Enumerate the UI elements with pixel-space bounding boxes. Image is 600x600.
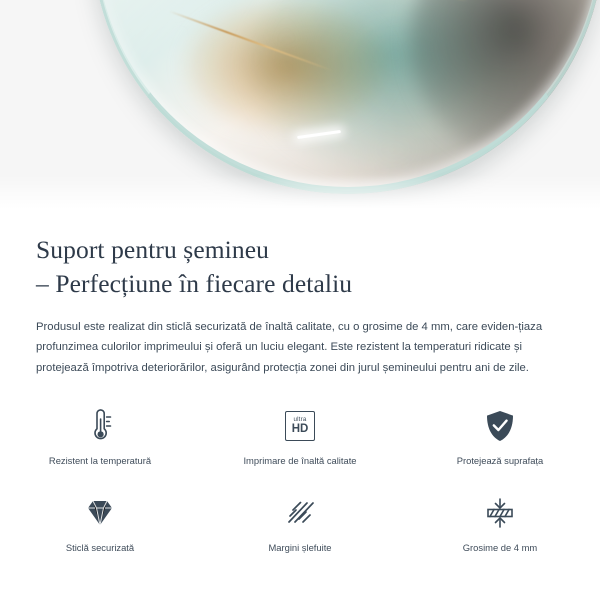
diamond-icon — [82, 491, 118, 535]
feature-grid — [0, 398, 600, 572]
page-title-line-2: – Perfecțiune în fiecare detaliu — [36, 268, 353, 298]
feature-item-thickness — [400, 485, 600, 572]
hero-bottom-fade — [0, 175, 600, 215]
feature-caption: Sticlă securizată — [65, 542, 135, 553]
feature-item-temperature-resistant — [0, 398, 200, 485]
thermometer-icon — [82, 404, 118, 448]
page-title-line-1: Suport pentru șemineu — [36, 235, 269, 264]
feature-item-polished-edges — [200, 485, 400, 572]
feature-caption: Grosime de 4 mm — [462, 542, 538, 553]
ultra-hd-icon-bottom-label: HD — [291, 422, 309, 435]
feature-item-tempered-glass — [0, 485, 200, 572]
feature-item-print-quality — [200, 398, 400, 485]
feature-caption: Rezistent la temperatură — [48, 455, 152, 466]
ultra-hd-icon — [285, 404, 315, 448]
shield-check-icon — [483, 404, 517, 448]
feature-item-surface-protection — [400, 398, 600, 485]
description-paragraph: Produsul este realizat din sticlă securizată de înaltă calitate, cu o grosime de 4 mm, care eviden-țiaza profunzimea culorilor imprimeului și oferă un luciu elegant. Este rezistent la temperaturi ridicate și protejează împotriva deteriorărilor, asigurând protecția zonei din jurul șemineului pentru ani de zile. — [36, 320, 543, 374]
polished-edges-icon — [282, 491, 318, 535]
text-content — [0, 215, 600, 378]
page-title — [0, 215, 600, 301]
feature-caption: Protejează suprafața — [456, 455, 544, 466]
ultra-hd-icon-top-label: ultra — [293, 415, 307, 423]
feature-caption: Imprimare de înaltă calitate — [243, 455, 357, 466]
hero-image — [0, 0, 600, 215]
feature-caption: Margini șlefuite — [268, 542, 332, 553]
thickness-4mm-icon — [481, 491, 519, 535]
